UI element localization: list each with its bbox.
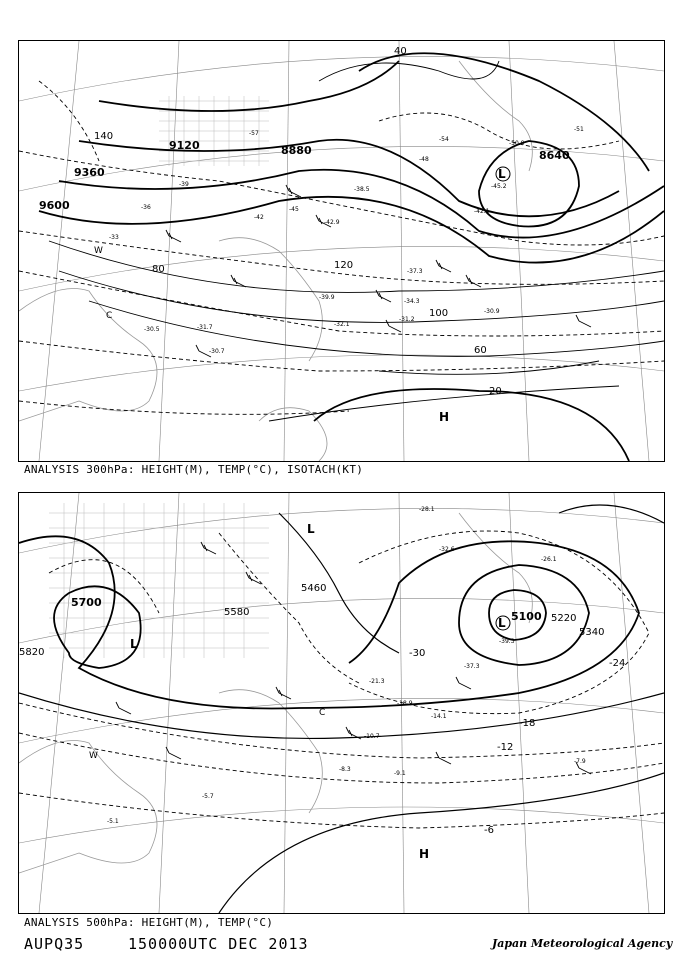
isotach-labels xyxy=(94,46,502,397)
isotach-label: 40 xyxy=(394,46,407,57)
map-300hpa-svg xyxy=(19,41,664,461)
temp-label: -36 xyxy=(141,204,151,211)
station-value: -42.9 xyxy=(324,219,340,226)
isotach-label: 80 xyxy=(152,264,165,275)
station-value: -32.1 xyxy=(334,321,350,328)
wind-barbs xyxy=(166,185,591,357)
station-value: -31.2 xyxy=(399,316,415,323)
station-value: -39.3 xyxy=(499,638,515,645)
high-center-label: H xyxy=(439,410,450,424)
height-contours xyxy=(19,505,664,913)
station-value: -39.9 xyxy=(319,294,335,301)
station-wind-barb-icon xyxy=(466,275,481,287)
caption-300hpa: ANALYSIS 300hPa: HEIGHT(M), TEMP(°C), ISOTACH(KT) xyxy=(24,463,364,476)
height-label: 9120 xyxy=(169,139,200,152)
station-wind-barb-icon xyxy=(456,677,471,689)
station-value: -37.3 xyxy=(464,663,480,670)
map-500hpa-svg xyxy=(19,493,664,913)
height-label: 8640 xyxy=(539,149,570,162)
caption-500hpa: ANALYSIS 500hPa: HEIGHT(M), TEMP(°C) xyxy=(24,916,274,929)
isotach-label: 60 xyxy=(474,345,487,356)
station-value: -10.7 xyxy=(364,733,380,740)
pressure-systems xyxy=(94,167,510,424)
isotach-label: 140 xyxy=(94,131,114,142)
temperature-isotherms xyxy=(19,81,664,414)
height-label: 9600 xyxy=(39,199,70,212)
temp-label: -54 xyxy=(439,136,449,143)
station-value: -32.6 xyxy=(439,546,455,553)
station-wind-barb-icon xyxy=(166,230,181,242)
temp-label: -30 xyxy=(409,648,426,659)
station-value: -30.5 xyxy=(144,326,160,333)
cold-center-label: C xyxy=(319,708,326,718)
station-value: -31.7 xyxy=(197,324,213,331)
wind-barbs xyxy=(116,542,591,774)
low-center-label: L xyxy=(130,637,138,651)
height-label: 5820 xyxy=(19,647,45,658)
station-value: -7.9 xyxy=(574,758,586,765)
height-label: 5340 xyxy=(579,627,605,638)
latlon-grid xyxy=(19,493,664,913)
station-wind-barb-icon xyxy=(166,747,181,759)
cold-center-label: C xyxy=(106,311,113,321)
station-value: -5.7 xyxy=(202,793,214,800)
station-values xyxy=(107,506,586,825)
height-label: 5580 xyxy=(224,607,250,618)
station-value: -30.7 xyxy=(209,348,225,355)
station-value: -42.1 xyxy=(474,208,490,215)
isotach-lines xyxy=(49,61,664,421)
isotach-label: 120 xyxy=(334,260,354,271)
temperature-labels xyxy=(409,648,625,836)
temp-label: -18 xyxy=(519,718,536,729)
high-center-label: H xyxy=(419,847,430,861)
station-value: -8.3 xyxy=(339,766,351,773)
coastlines xyxy=(19,513,532,873)
station-wind-barb-icon xyxy=(436,260,451,272)
height-contours xyxy=(39,53,664,461)
temp-label: -45 xyxy=(289,206,299,213)
station-value: -14.1 xyxy=(431,713,447,720)
temp-label: -12 xyxy=(497,742,514,753)
height-label: 9360 xyxy=(74,166,105,179)
low-center-label: L xyxy=(498,167,506,181)
station-value: -21.3 xyxy=(369,678,385,685)
temp-label: -33 xyxy=(109,234,119,241)
station-value: -34.3 xyxy=(404,298,420,305)
temp-label: -57 xyxy=(249,130,259,137)
station-wind-barb-icon xyxy=(201,542,216,554)
temp-label: -48 xyxy=(419,156,429,163)
hatched-region xyxy=(49,503,269,658)
height-labels xyxy=(19,583,604,658)
agency-name: Japan Meteorological Agency xyxy=(492,937,673,950)
station-value: -28.1 xyxy=(419,506,435,513)
station-value: -18.9 xyxy=(397,700,413,707)
height-label: 5700 xyxy=(71,596,102,609)
height-label: 5460 xyxy=(301,583,327,594)
height-label: 8880 xyxy=(281,144,312,157)
analysis-500hpa-map xyxy=(18,492,665,914)
station-value: -45.2 xyxy=(491,183,507,190)
temp-label: -39 xyxy=(179,181,189,188)
station-value: -26.1 xyxy=(541,556,557,563)
low-center-label: L xyxy=(307,522,315,536)
height-label: 5100 xyxy=(511,610,542,623)
station-values xyxy=(144,140,525,355)
coastlines xyxy=(19,61,532,461)
isotach-label: 100 xyxy=(429,308,449,319)
station-value: -38.5 xyxy=(354,186,370,193)
temp-label: -6 xyxy=(484,825,494,836)
isotach-label: 20 xyxy=(489,386,502,397)
low-center-label: L xyxy=(498,616,506,630)
station-value: -9.1 xyxy=(394,770,406,777)
analysis-300hpa-map xyxy=(18,40,665,462)
height-labels xyxy=(39,139,570,212)
station-wind-barb-icon xyxy=(246,572,261,584)
temp-label: -51 xyxy=(574,126,584,133)
warm-center-label: W xyxy=(89,751,98,761)
warm-center-label: W xyxy=(94,246,103,256)
station-value: -30.9 xyxy=(484,308,500,315)
chart-code: AUPQ35 xyxy=(24,935,85,953)
temp-label: -24 xyxy=(609,658,626,669)
station-wind-barb-icon xyxy=(576,315,591,327)
station-wind-barb-icon xyxy=(116,702,131,714)
station-value: -5.1 xyxy=(107,818,119,825)
temp-label: -42 xyxy=(254,214,264,221)
station-wind-barb-icon xyxy=(276,687,291,699)
height-label: 5220 xyxy=(551,613,577,624)
station-value: -50.9 xyxy=(509,140,525,147)
station-value: -37.3 xyxy=(407,268,423,275)
valid-time: 150000UTC DEC 2013 xyxy=(128,935,309,953)
